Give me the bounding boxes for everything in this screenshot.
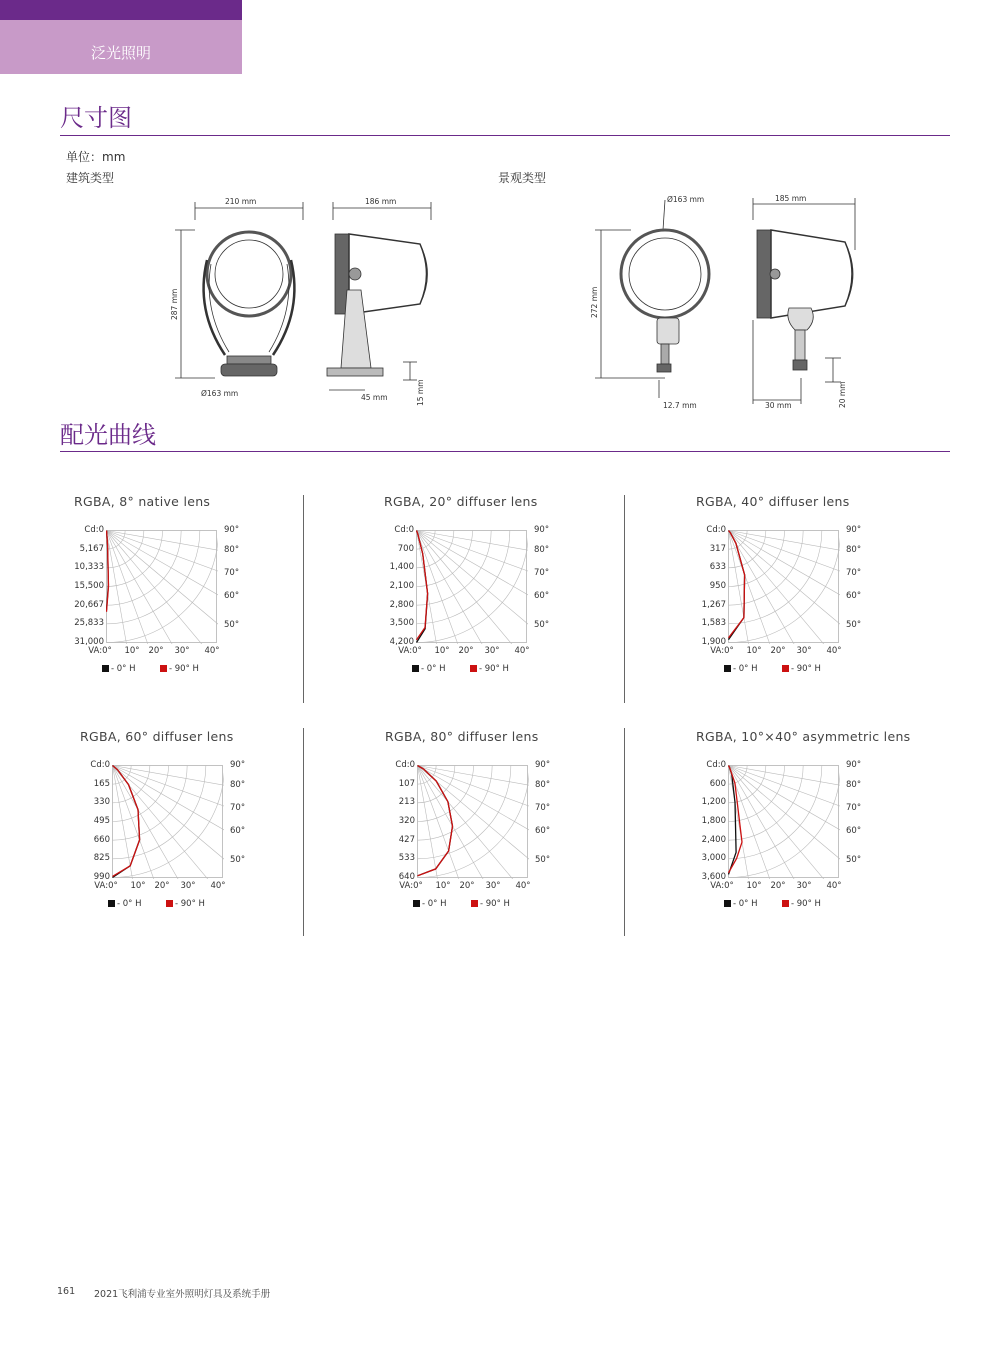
y-tick-label: 3,600 [701, 872, 726, 882]
legend-label: - 90° H [169, 664, 199, 674]
header-tab-label: 泛光照明 [90, 44, 151, 62]
angle-tick-label: 60° [224, 591, 240, 601]
y-axis-labels [371, 760, 415, 882]
y-tick-label: 1,800 [701, 816, 726, 826]
angle-tick-label: 80° [534, 545, 550, 555]
x-tick-label: 20° [459, 881, 475, 891]
photometric-chart [682, 729, 942, 929]
grid-radial [417, 531, 501, 645]
page-number: 161 [57, 1286, 76, 1297]
y-axis-labels [370, 525, 414, 647]
y-tick-label: 1,200 [701, 797, 726, 808]
angle-tick-label: 60° [846, 591, 862, 601]
x-tick-label: VA:0° [88, 646, 112, 656]
y-tick-label: 700 [397, 543, 414, 554]
x-axis-labels [88, 646, 220, 658]
y-tick-label: 1,267 [701, 599, 726, 610]
y-tick-label: 165 [93, 778, 110, 789]
legend-swatch [782, 900, 789, 907]
legend-swatch [724, 900, 731, 907]
legend-label: - 0° H [733, 899, 758, 909]
angle-tick-label: 90° [846, 525, 862, 535]
x-tick-label: VA:0° [398, 646, 422, 656]
type-b-label: 景观类型 [498, 171, 547, 185]
angle-tick-label: 90° [224, 525, 240, 535]
x-tick-label: 20° [770, 646, 786, 656]
chart-title: RGBA, 8° native lens [74, 494, 211, 509]
photometry-title: 配光曲线 [60, 421, 156, 449]
legend-item [102, 664, 136, 674]
legend-swatch [471, 900, 478, 907]
grid-radial [107, 531, 191, 645]
angle-tick-label: 90° [535, 760, 551, 770]
angle-labels [846, 760, 876, 885]
photometric-chart [66, 729, 326, 929]
x-tick-label: 10° [124, 646, 140, 656]
angle-labels [846, 525, 876, 650]
grid-radial [418, 766, 530, 850]
x-tick-label: VA:0° [710, 646, 734, 656]
y-axis-labels [60, 525, 104, 647]
x-tick-label: 30° [796, 881, 812, 891]
y-tick-label: 31,000 [74, 637, 104, 647]
grid-radial [113, 766, 225, 850]
angle-tick-label: 80° [224, 545, 240, 555]
polar-plot [728, 530, 840, 644]
legend-label: - 0° H [111, 664, 136, 674]
y-tick-label: Cd:0 [706, 760, 726, 770]
y-tick-label: 317 [709, 543, 726, 554]
x-tick-label: 10° [434, 646, 450, 656]
legend-swatch [160, 665, 167, 672]
x-axis-labels [710, 646, 842, 658]
y-tick-label: 4,200 [389, 637, 414, 647]
dim-a-depth: 186 mm [365, 197, 397, 206]
chart-title: RGBA, 10°×40° asymmetric lens [696, 729, 911, 744]
grid-radial [729, 766, 841, 850]
y-tick-label: 2,400 [701, 834, 726, 845]
angle-tick-label: 80° [846, 780, 862, 790]
x-tick-label: 40° [826, 646, 842, 656]
y-axis-labels [66, 760, 110, 882]
y-tick-label: 1,900 [701, 637, 726, 647]
header-strip [0, 0, 242, 20]
footer-text: 2021飞利浦专业室外照明灯具及系统手册 [94, 1289, 271, 1300]
angle-tick-label: 70° [846, 568, 862, 578]
dim-b-depth: 185 mm [775, 194, 807, 203]
series-curve [113, 766, 140, 877]
x-tick-label: 10° [746, 881, 762, 891]
x-tick-label: VA:0° [399, 881, 423, 891]
legend-swatch [470, 665, 477, 672]
y-tick-label: Cd:0 [90, 760, 110, 770]
polar-plot [112, 765, 224, 879]
dim-a-lens: Ø163 mm [201, 389, 239, 398]
legend-item [412, 664, 446, 674]
y-tick-label: 10,333 [74, 562, 104, 573]
x-tick-label: VA:0° [94, 881, 118, 891]
angle-tick-label: 80° [230, 780, 246, 790]
legend-label: - 0° H [421, 664, 446, 674]
x-tick-label: 30° [484, 646, 500, 656]
y-tick-label: 213 [398, 797, 415, 808]
y-tick-label: 660 [93, 834, 110, 845]
angle-labels [534, 525, 564, 650]
y-tick-label: 427 [398, 834, 415, 845]
x-tick-label: 40° [210, 881, 226, 891]
angle-tick-label: 70° [224, 568, 240, 578]
dim-a-base: 45 mm [361, 393, 388, 402]
x-tick-label: 30° [796, 646, 812, 656]
angle-tick-label: 90° [230, 760, 246, 770]
y-tick-label: 320 [398, 816, 415, 826]
angle-tick-label: 60° [846, 826, 862, 836]
grid-radial [729, 531, 813, 645]
legend-label: - 90° H [791, 899, 821, 909]
legend-item [724, 899, 758, 909]
angle-tick-label: 50° [534, 620, 550, 630]
y-tick-label: 3,000 [701, 853, 726, 864]
x-tick-label: 10° [130, 881, 146, 891]
y-tick-label: 25,833 [74, 618, 104, 629]
y-tick-label: 640 [398, 872, 415, 882]
angle-tick-label: 50° [230, 855, 246, 865]
header-tab [0, 0, 242, 74]
legend-swatch [108, 900, 115, 907]
legend-item [782, 899, 821, 909]
angle-tick-label: 90° [846, 760, 862, 770]
unit-label: 单位：mm [66, 150, 126, 164]
angle-tick-label: 60° [535, 826, 551, 836]
dim-a-width: 210 mm [225, 197, 257, 206]
legend-item [108, 899, 142, 909]
y-tick-label: 107 [398, 778, 415, 789]
angle-tick-label: 80° [535, 780, 551, 790]
y-tick-label: 495 [93, 816, 110, 826]
x-tick-label: 40° [514, 646, 530, 656]
photometric-chart [60, 494, 320, 694]
x-axis-labels [94, 881, 226, 893]
dim-b-stem: 20 mm [838, 381, 847, 408]
angle-tick-label: 70° [535, 803, 551, 813]
photometric-chart [371, 729, 631, 929]
y-axis-labels [682, 760, 726, 882]
chart-title: RGBA, 60° diffuser lens [80, 729, 234, 744]
dim-a-stem: 15 mm [416, 379, 425, 406]
x-tick-label: 10° [435, 881, 451, 891]
photometric-chart [682, 494, 942, 694]
legend-swatch [412, 665, 419, 672]
y-tick-label: 990 [93, 872, 110, 882]
legend-swatch [724, 665, 731, 672]
legend-label: - 0° H [733, 664, 758, 674]
x-tick-label: 40° [204, 646, 220, 656]
angle-tick-label: 90° [534, 525, 550, 535]
x-axis-labels [399, 881, 531, 893]
y-tick-label: 1,400 [389, 562, 414, 573]
y-tick-label: Cd:0 [394, 525, 414, 535]
legend-swatch [166, 900, 173, 907]
y-tick-label: 600 [709, 778, 726, 789]
chart-title: RGBA, 40° diffuser lens [696, 494, 850, 509]
x-tick-label: 30° [180, 881, 196, 891]
y-tick-label: 5,167 [79, 543, 104, 554]
legend-item [160, 664, 199, 674]
chart-title: RGBA, 20° diffuser lens [384, 494, 538, 509]
grid-radial [107, 531, 219, 615]
x-tick-label: 20° [154, 881, 170, 891]
y-tick-label: 533 [398, 853, 415, 864]
dimension-drawing-landscape [585, 190, 865, 415]
y-tick-label: 2,100 [389, 581, 414, 591]
legend-label: - 90° H [480, 899, 510, 909]
legend-item [471, 899, 510, 909]
x-axis-labels [710, 881, 842, 893]
polar-plot [416, 530, 528, 644]
grid-radial [418, 766, 502, 880]
dim-b-thread: 12.7 mm [663, 401, 697, 410]
series-curve [418, 766, 453, 876]
grid-radial [729, 766, 813, 880]
legend-item [166, 899, 205, 909]
legend-item [782, 664, 821, 674]
x-tick-label: 30° [174, 646, 190, 656]
x-tick-label: 40° [515, 881, 531, 891]
legend-swatch [102, 665, 109, 672]
y-tick-label: 950 [709, 581, 726, 591]
angle-labels [230, 760, 260, 885]
angle-tick-label: 80° [846, 545, 862, 555]
dimensions-rule [60, 135, 950, 136]
grid-radial [729, 531, 841, 615]
angle-tick-label: 70° [534, 568, 550, 578]
y-tick-label: Cd:0 [84, 525, 104, 535]
grid-radial [417, 531, 529, 615]
dim-b-lens: Ø163 mm [667, 195, 705, 204]
dim-a-height: 287 mm [170, 288, 179, 320]
legend-item [413, 899, 447, 909]
y-tick-label: 330 [93, 797, 110, 808]
dimension-drawing-architectural [165, 190, 445, 415]
x-tick-label: VA:0° [710, 881, 734, 891]
dim-b-height: 272 mm [590, 286, 599, 318]
type-a-label: 建筑类型 [66, 171, 115, 185]
dim-b-base: 30 mm [765, 401, 792, 410]
legend-label: - 0° H [117, 899, 142, 909]
angle-tick-label: 70° [846, 803, 862, 813]
y-tick-label: Cd:0 [395, 760, 415, 770]
dimensions-title: 尺寸图 [60, 104, 132, 132]
series-curve [418, 766, 453, 876]
x-axis-labels [398, 646, 530, 658]
x-tick-label: 10° [746, 646, 762, 656]
angle-labels [535, 760, 565, 885]
y-tick-label: 2,800 [389, 599, 414, 610]
x-tick-label: 20° [770, 881, 786, 891]
angle-labels [224, 525, 254, 650]
grid-radial [113, 766, 197, 880]
angle-tick-label: 60° [230, 826, 246, 836]
legend-swatch [782, 665, 789, 672]
y-tick-label: 3,500 [389, 618, 414, 629]
legend-label: - 90° H [175, 899, 205, 909]
chart-title: RGBA, 80° diffuser lens [385, 729, 539, 744]
y-tick-label: 20,667 [74, 599, 104, 610]
photometry-rule [60, 451, 950, 452]
x-tick-label: 40° [826, 881, 842, 891]
x-tick-label: 20° [148, 646, 164, 656]
x-tick-label: 30° [485, 881, 501, 891]
polar-plot [106, 530, 218, 644]
angle-tick-label: 70° [230, 803, 246, 813]
y-tick-label: Cd:0 [706, 525, 726, 535]
legend-swatch [413, 900, 420, 907]
y-tick-label: 825 [93, 853, 110, 864]
angle-tick-label: 50° [846, 620, 862, 630]
y-tick-label: 633 [709, 562, 726, 573]
legend-label: - 0° H [422, 899, 447, 909]
legend-item [724, 664, 758, 674]
angle-tick-label: 50° [224, 620, 240, 630]
angle-tick-label: 50° [846, 855, 862, 865]
polar-plot [417, 765, 529, 879]
y-tick-label: 1,583 [701, 618, 726, 629]
legend-label: - 90° H [479, 664, 509, 674]
angle-tick-label: 60° [534, 591, 550, 601]
y-tick-label: 15,500 [74, 581, 104, 591]
x-tick-label: 20° [458, 646, 474, 656]
legend-label: - 90° H [791, 664, 821, 674]
polar-plot [728, 765, 840, 879]
legend-item [470, 664, 509, 674]
y-axis-labels [682, 525, 726, 647]
angle-tick-label: 50° [535, 855, 551, 865]
photometric-chart [370, 494, 630, 694]
